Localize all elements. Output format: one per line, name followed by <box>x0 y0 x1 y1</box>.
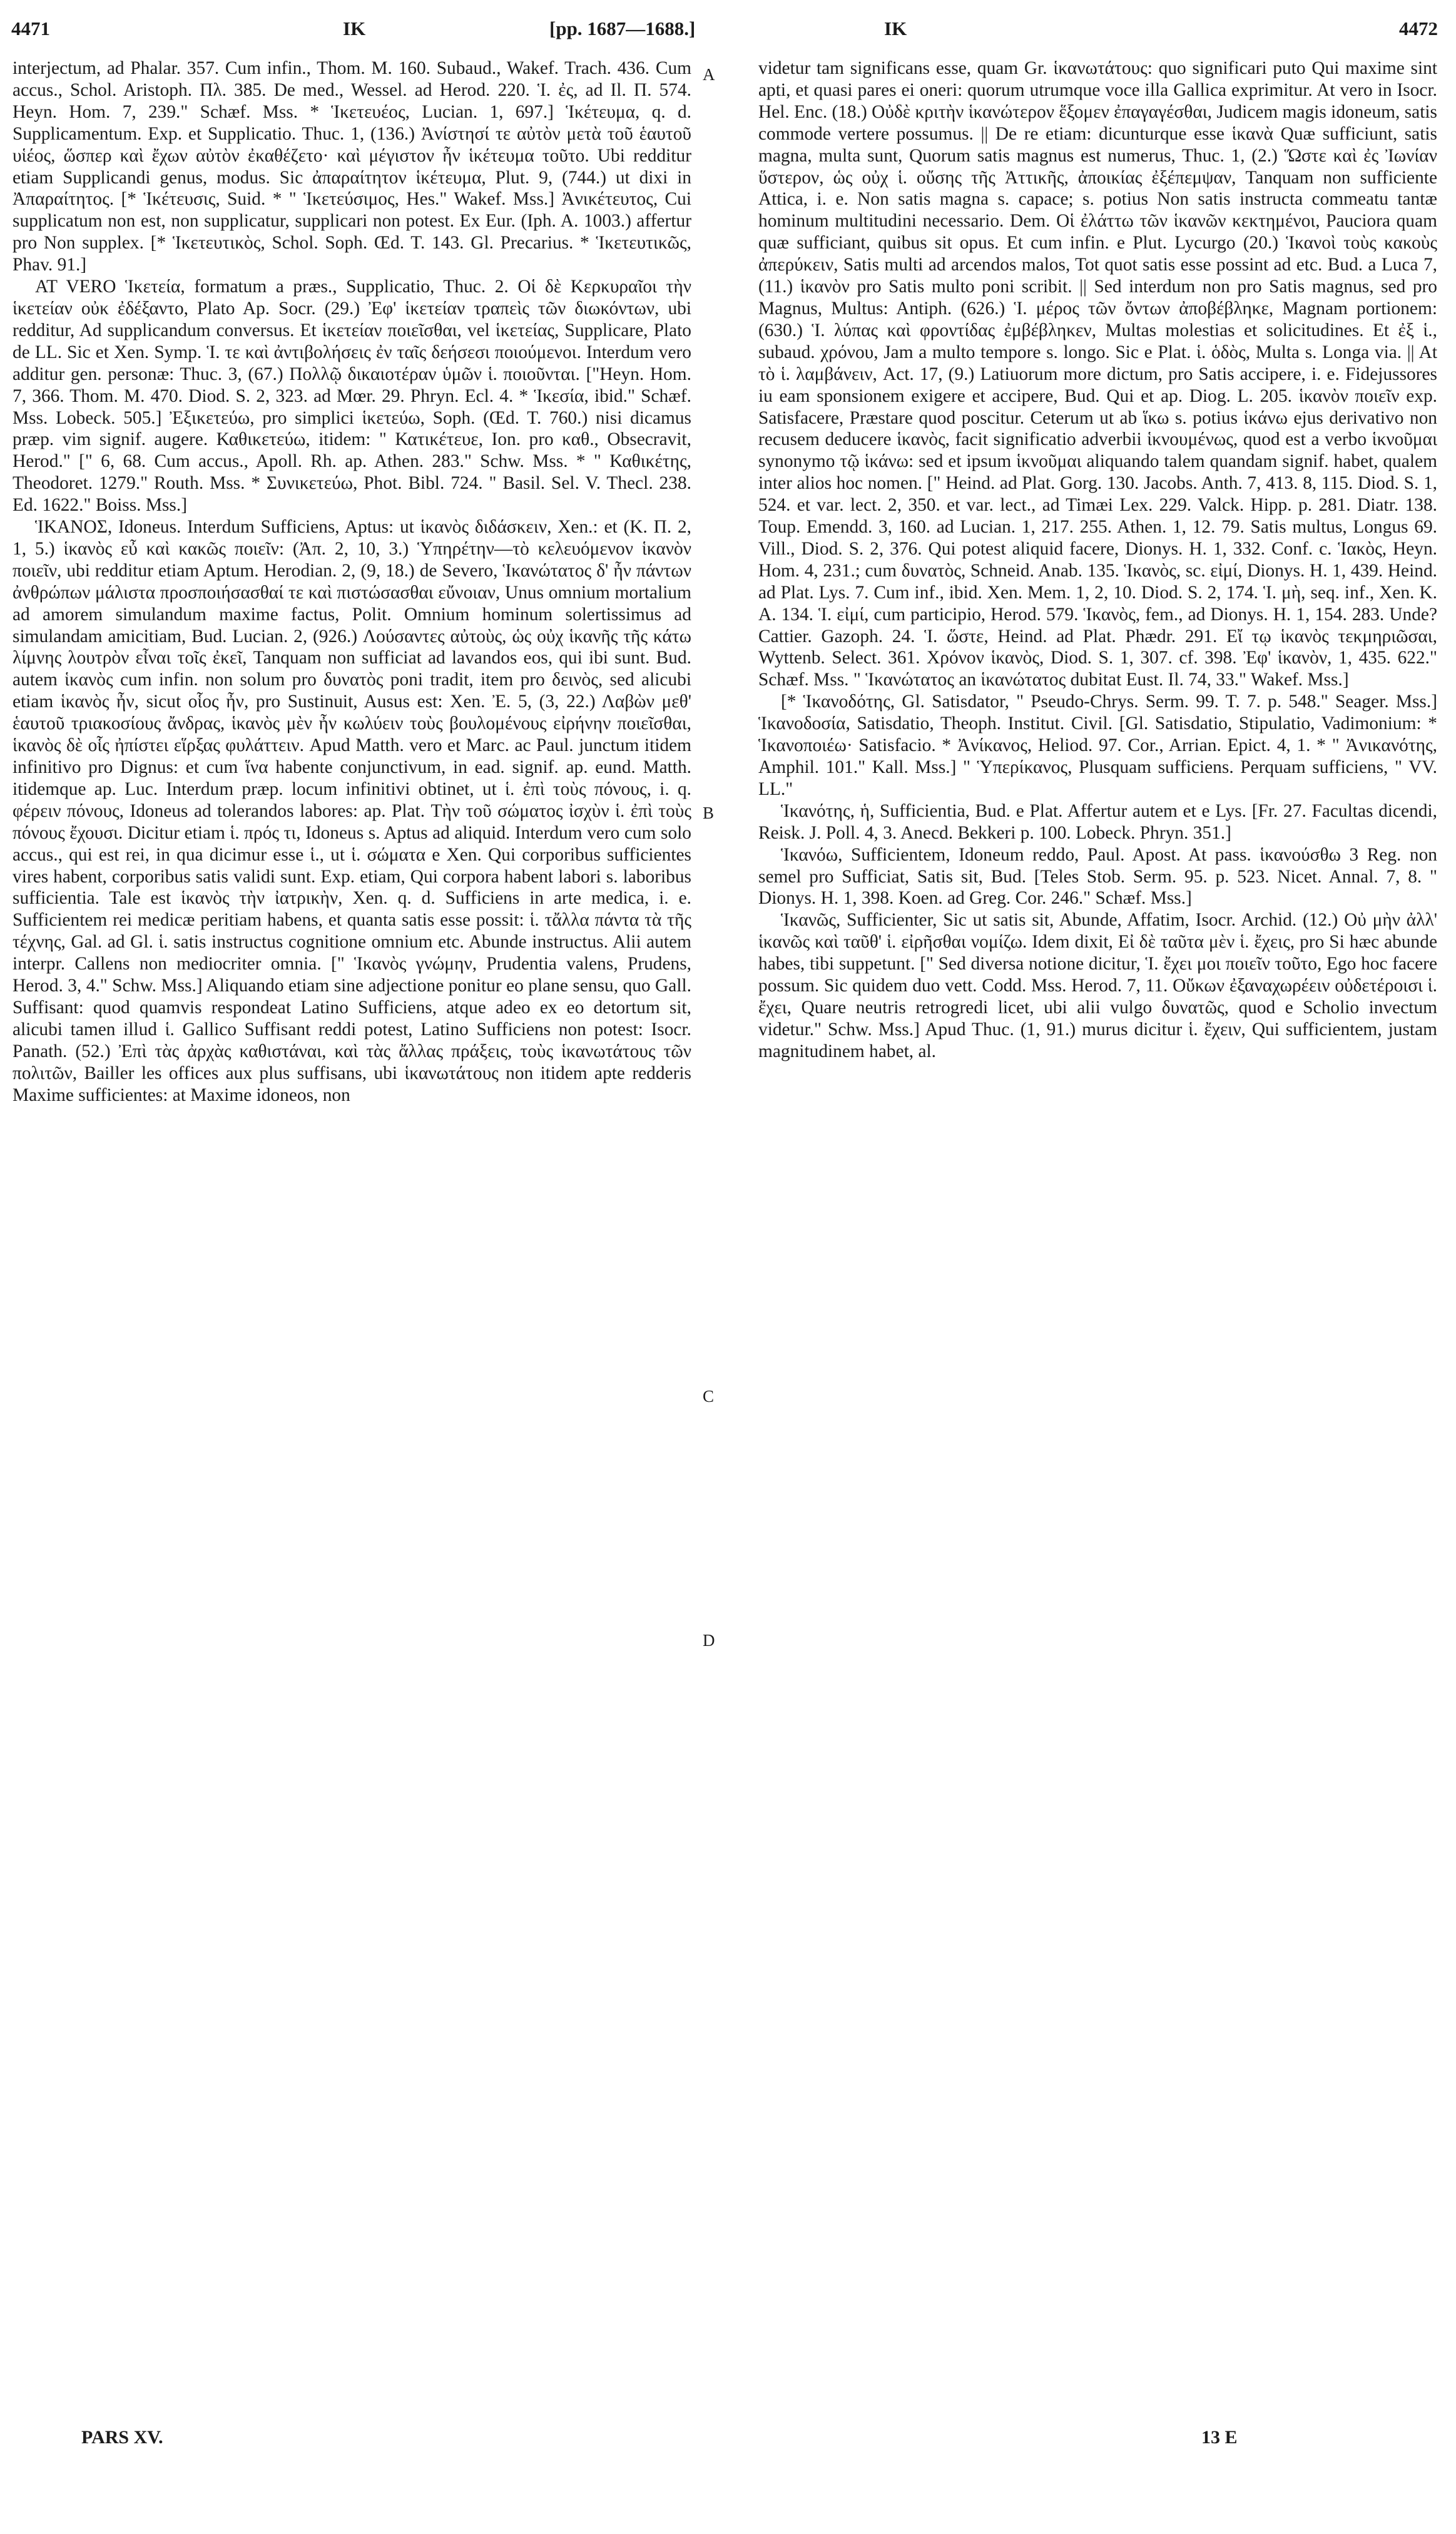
entry-paragraph: [* Ἱκανοδότης, Gl. Satisdator, " Pseudo-Chrys. Serm. 99. T. 7. p. 548." Seager. Mss.] Ἱκανοδοσία, Satisdatio, Theoph. Institut. Civil. [Gl. Satisdatio, Stipulatio, Vadimonium: * Ἱκανοποιέω· Satisfacio. * Ἀνίκανος, Heliod. 97. Cor., Arrian. Epict. 4, 1. * " Ἀνικανότης, Amphil. 101." Kall. Mss.] " Ὑπερίκανος, Plusquam sufficiens. Perquam sufficiens, " VV. LL." <box>758 692 1437 799</box>
right-page-number: 4472 <box>1399 18 1438 39</box>
entry-paragraph: ἹΚΑΝΟΣ, Idoneus. Interdum Sufficiens, Aptus: ut ἱκανὸς διδάσκειν, Xen.: et (Κ. Π. 2, 1, 5.) ἱκανὸς εὖ καὶ κακῶς ποιεῖν: (Ἀπ. 2, 10, 3.) Ὑπηρέτην—τὸ κελευόμενον ἱκανὸν ποιεῖν, ubi redditur etiam Aptum. Herodian. 2, (9, 18.) de Severo, Ἱκανώτατος δ' ἦν πάντων ἀνθρώπων μάλιστα προσποιήσασθαί τε καὶ πιστώσασθαι εὔνοιαν, Unus omnium mortalium ad amorem simulandum maxime factus, Polit. Omnium hominum solertissimus ad simulandam amicitiam, Bud. Lucian. 2, (926.) Λούσαντες αὐτοὺς, ὡς οὐχ ἱκανῆς τῆς κάτω λίμνης λουτρὸν εἶναι τοῖς ἐκεῖ, Tanquam non sufficiat ad lavandos eos, qui ibi sunt. Bud. autem ἱκανὸς cum infin. non solum pro δυνατὸς poni tradit, item pro δεινὸς, sed alicubi etiam ἱκανὸς ἦν, sicut οἷος ἦν, pro Sustinuit, Ausus est: Xen. Ἐ. 5, (3, 22.) Λαβὼν μεθ' ἑαυτοῦ τριακοσίους ἄνδρας, ἱκανὸς μὲν ἦν κωλύειν τοὺς βουλομένους εἰρήνην ποιεῖσθαι, ἱκανὸς δὲ οἷς ἠπίστει εἵρξας φυλάττειν. Apud Matth. vero et Marc. ac Paul. junctum itidem infinitivo pro Dignus: et cum ἵνα habente conjunctivum, in ead. signif. ap. eund. Matth. itidemque ap. Luc. Interdum præp. locum infinitivi obtinet, ut ἱ. ἐπὶ τοὺς πόνους, i. q. φέρειν πόνους, Idoneus ad tolerandos labores: ap. Plat. Τὴν τοῦ σώματος ἰσχὺν ἱ. ἐπὶ τοὺς πόνους ἔχουσι. Dicitur etiam ἱ. πρός τι, Idoneus s. Aptus ad aliquid. Interdum vero cum solo accus., qui est rei, in qua dicimur esse ἱ., ut ἱ. σώματα e Xen. Qui corporibus sufficientes vires habent, corporibus satis validi sunt. Exp. etiam, Qui corpora habent labori s. laboribus sufficientia. Tale est ἱκανὸς τὴν ἰατρικὴν, Xen. q. d. Sufficiens in arte medica, i. e. Sufficientem rei medicæ peritiam habens, et quanta satis esse possit: ἱ. τἄλλα πάντα τὰ τῆς τέχνης, Gal. ad Gl. ἱ. satis instructus cognitione omnium etc. Abunde instructus. Alii autem interpr. Callens non mediocriter omnia. [" Ἱκανὸς γνώμην, Prudentia valens, Prudens, Herod. 3, 4." Schw. Mss.] Aliquando etiam sine adjectione ponitur eo plane sensu, quo Gall. Suffisant: quod quamvis respondeat Latino Sufficiens, atque adeo ex eo detortum sit, alicubi tamen illud ἱ. Gallico Suffisant reddi potest, Latino Sufficiens non potest: Isocr. Panath. (52.) Ἐπὶ τὰς ἀρχὰς καθιστάναι, καὶ τὰς ἄλλας πράξεις, τοὺς ἱκανωτάτους τῶν πολιτῶν, Bailler les offices aux plus suffisans, ubi ἱκανωτάτους non itidem apte redderis Maxime sufficientes: at Maxime idoneos, non <box>13 517 691 1105</box>
signature-mark: 13 E <box>1201 2427 1238 2448</box>
page-header <box>11 18 1438 49</box>
section-marker-b: B <box>703 804 715 822</box>
left-page-number: 4471 <box>11 18 50 39</box>
entry-paragraph: Ἱκανότης, ἡ, Sufficientia, Bud. e Plat. Affertur autem et e Lys. [Fr. 27. Facultas dicendi, Reisk. J. Poll. 4, 3. Anecd. Bekkeri p. 100. Lobeck. Phryn. 351.] <box>758 800 1437 843</box>
entry-paragraph: Ἱκανόω, Sufficientem, Idoneum reddo, Paul. Apost. At pass. ἱκανούσθω 3 Reg. non semel pro Sufficiat, Satis sit, Bud. [Teles Stob. Serm. 95. p. 523. Nicet. Annal. 7, 8. " Dionys. H. 1, 398. Koen. ad Greg. Cor. 246." Schæf. Mss.] <box>758 844 1437 909</box>
right-running-head: IK <box>884 18 907 39</box>
entry-paragraph: videtur tam significans esse, quam Gr. ἱκανωτάτους: quo significari puto Qui maxime sint apti, et quasi pares ei oneri: quorum utrumque voce illa Gallica exprimitur. At vero in Isocr. Hel. Enc. (18.) Οὐδὲ κριτὴν ἱκανώτερον ἕξομεν ἐπαγαγέσθαι, Judicem magis idoneum, satis commode vertere possumus. || De re etiam: dicunturque esse ἱκανὰ Quæ sufficiunt, satis magna, multa sunt, Quorum satis magnus est numerus, Thuc. 1, (2.) Ὥστε καὶ ἐς Ἰωνίαν ὕστερον, ὡς οὐχ ἱ. οὔσης τῆς Ἀττικῆς, ἀποικίας ἐξέπεμψαν, Tanquam non sufficiente Attica, i. e. Non satis magna s. capace; s. potius Non satis instructa commeatu tantæ hominum multitudini necessario. Dem. Οἱ ἐλάττω τῶν ἱκανῶν κεκτημένοι, Pauciora quam quæ sufficiant, quibus sit opus. Et cum infin. e Plut. Lycurgo (20.) Ἱκανοὶ τοὺς κακοὺς ἀπερύκειν, Satis multi ad arcendos malos, Tot quot satis esse possint ad etc. Bud. a Luca 7, (11.) ἱκανὸν pro Satis multo poni scribit. || Sed interdum non pro Satis magnus, sed pro Magnus, Multus: Antiph. (626.) Ἱ. μέρος τῶν ὄντων ἀποβέβληκε, Magnam portionem: (630.) Ἱ. λύπας καὶ φροντίδας ἐμβέβληκεν, Multas molestias et solicitudines. Et ἐξ ἱ., subaud. χρόνου, Jam a multo tempore s. longo. Sic e Plat. ἱ. ὁδὸς, Multa s. Longa via. || At τὸ ἱ. λαμβάνειν, Act. 17, (9.) Latiuorum more dictum, pro Satis accipere, i. e. Fidejussores iu eam sponsionem exigere et accipere, Bud. Qui et ap. Diog. L. 205. ἱκανὸν ποιεῖν exp. Satisfacere, Præstare quod poscitur. Ceterum ut ab ἵκω s. potius ἱκάνω ejus derivativo non recusem deducere ἱκανὸς, facit significatio adverbii ἱκνουμένως, quod est a verbo ἱκνοῦμαι synonymo τῷ ἱκάνω: sed et ipsum ἱκνοῦμαι aliquando talem quandam signif. habet, qualem inter alios hoc nomen. [" Heind. ad Plat. Gorg. 130. Jacobs. Anth. 7, 413. 8, 115. Diod. S. 1, 524. et var. lect. 2, 350. et var. lect., ad Timæi Lex. 229. Valck. Hipp. p. 281. Diatr. 138. Toup. Emendd. 3, 160. ad Lucian. 1, 217. 255. Athen. 1, 12. 79. Satis multus, Longus 69. Vill., Diod. S. 2, 376. Qui potest aliquid facere, Dionys. H. 1, 332. Conf. c. Ἱακὸς, Heyn. Hom. 4, 231.; cum δυνατὸς, Schneid. Anab. 135. Ἱκανὸς, sc. εἰμί, Dionys. H. 1, 439. Heind. ad Plat. Lys. 7. Cum inf., ibid. Xen. Mem. 1, 2, 10. Diod. S. 2, 174. Ἱ. μὴ, seq. inf., Xen. K. A. 134. Ἱ. εἰμί, cum participio, Herod. 579. Ἱκανὸς, fem., ad Dionys. H. 1, 154. 283. Unde? Cattier. Gazoph. 24. Ἱ. ὥστε, Heind. ad Plat. Phædr. 291. Εἴ τῳ ἱκανὸς τεκμηριῶσαι, Wyttenb. Select. 361. Χρόνον ἱκανὸς, Diod. S. 1, 307. cf. 398. Ἐφ' ἱκανὸν, 1, 435. 622." Schæf. Mss. " Ἱκανώτατος an ἱκανώτατος dubitat Eust. Il. 74, 33." Wakef. Mss.] <box>758 58 1437 690</box>
section-marker-a: A <box>703 65 715 84</box>
page-footer <box>13 2427 1433 2458</box>
entry-paragraph: AT VERO Ἱκετεία, formatum a præs., Supplicatio, Thuc. 2. Οἱ δὲ Κερκυραῖοι τὴν ἱκετείαν οὐκ ἐδέξαντο, Plato Ap. Socr. (29.) Ἐφ' ἱκετείαν τραπεὶς τῶν διωκόντων, ubi redditur, Ad supplicandum conversus. Et ἱκετείαν ποιεῖσθαι, vel ἱκετείας, Supplicare, Plato de LL. Sic et Xen. Symp. Ἱ. τε καὶ ἀντιβολήσεις ἐν ταῖς δεήσεσι ποιούμενοι. Interdum vero additur gen. personæ: Thuc. 3, (67.) Πολλῷ δικαιοτέραν ὑμῶν ἱ. ποιοῦνται. ["Heyn. Hom. 7, 366. Thom. M. 470. Diod. S. 2, 323. ad Mœr. 29. Phryn. Ecl. 4. * Ἱκεσία, ibid." Schæf. Mss. Lobeck. 505.] Ἐξικετεύω, pro simplici ἱκετεύω, Soph. (Œd. T. 760.) nisi dicamus præp. vim signif. augere. Καθικετεύω, itidem: " Κατικέτευε, Ion. pro καθ., Obsecravit, Herod." [" 6, 68. Cum accus., Apoll. Rh. ap. Athen. 283." Schw. Mss. * " Καθικέτης, Theodoret. 1279." Routh. Mss. * Συνικετεύω, Phot. Bibl. 724. " Basil. Sel. V. Thecl. 238. Ed. 1622." Boiss. Mss.] <box>13 277 691 516</box>
section-marker-d: D <box>703 1631 715 1650</box>
column-range: [pp. 1687—1688.] <box>549 18 696 39</box>
volume-label: PARS XV. <box>81 2427 163 2448</box>
entry-paragraph: interjectum, ad Phalar. 357. Cum infin., Thom. M. 160. Subaud., Wakef. Trach. 436. Cum accus., Schol. Aristoph. Πλ. 385. De med., Wessel. ad Herod. 220. Ἱ. ἐς, ad Il. Π. 574. Heyn. Hom. 7, 239." Schæf. Mss. * Ἱκετευέος, Lucian. 1, 697.] Ἱκέτευμα, q. d. Supplicamentum. Exp. et Supplicatio. Thuc. 1, (136.) Ἀνίστησί τε αὐτὸν μετὰ τοῦ ἑαυτοῦ υἱέος, ὥσπερ καὶ ἔχων αὐτὸν ἐκαθέζετο· καὶ μέγιστον ἦν ἱκέτευμα τοῦτο. Ubi redditur etiam Supplicandi genus, modus. Sic ἀπαραίτητον ἱκέτευμα, Plut. 9, (744.) ut dixi in Ἀπαραίτητος. [* Ἱκέτευσις, Suid. * " Ἱκετεύσιμος, Hes." Wakef. Mss.] Ἀνικέτευτος, Cui supplicatum non est, non supplicatur, supplicari non potest. Ex Eur. (Iph. A. 1003.) affertur pro Non supplex. [* Ἱκετευτικὸς, Schol. Soph. Œd. T. 143. Gl. Precarius. * Ἱκετευτικῶς, Phav. 91.] <box>13 58 691 275</box>
right-column <box>758 58 1437 2411</box>
entry-paragraph: Ἱκανῶς, Sufficienter, Sic ut satis sit, Abunde, Affatim, Isocr. Archid. (12.) Οὐ μὴν ἀλλ' ἱκανῶς καὶ ταῦθ' ἱ. εἰρῆσθαι νομίζω. Idem dixit, Εἰ δὲ ταῦτα μὲν ἱ. ἔχεις, pro Si hæc abunde habes, tibi suppetunt. [" Sed diversa notione dicitur, Ἱ. ἔχει μοι ποιεῖν τοῦτο, Ego hoc facere possum. Sic quidem duo vett. Codd. Mss. Herod. 7, 11. Οὔκων ἐξαναχωρέειν οὐδετέροισι ἱ. ἔχει, Quare neutris retrogredi licet, ubi alii vulgo δυνατῶς, quod e Scholio invectum videtur." Schw. Mss.] Apud Thuc. (1, 91.) murus dicitur ἱ. ἔχειν, Qui sufficientem, justam magnitudinem habet, al. <box>758 910 1437 1061</box>
left-column <box>13 58 691 2411</box>
section-marker-c: C <box>703 1387 715 1406</box>
left-running-head: IK <box>343 18 366 39</box>
